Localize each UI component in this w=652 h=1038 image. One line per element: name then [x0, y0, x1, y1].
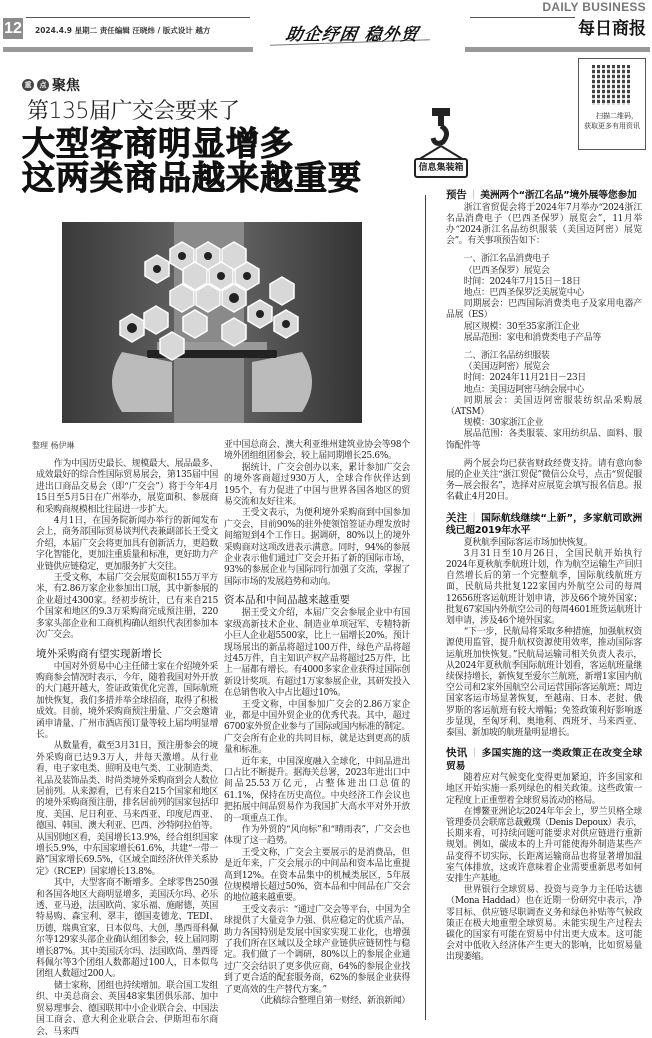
list-item: 时间：2024年7月15日－18日 — [463, 276, 581, 287]
list-item: 二、浙江名品纺织服装 — [463, 350, 550, 361]
paragraph: 据统计，广交会创办以来，累计参加广交会的境外客商超过930万人，全球合作伙伴达到195个，有力促进了中国与世界各国各地区的贸易交流和友好往来。 — [224, 462, 410, 508]
subheading: 资本品和中间品越来越重要 — [224, 594, 350, 607]
paragraph: 王受文表示，为便利境外采购商到中国参加广交会，目前90%的驻外使领馆签证办理发放时间缩短到4个工作日。据调研，80%以上的境外采购商对这项改进表示满意。同时，94%的参展企业表示他们通过广交会开拓了新的国际市场，93%的参展企业与国际同行加强了交流，掌握了国际市场的发展趋势和动向。 — [224, 508, 410, 587]
qr-caption: 扫描二维码，获取更多有用资讯 — [584, 112, 640, 130]
paragraph: 4月1日，在国务院新闻办举行的新闻发布会上，商务部国际贸易谈判代表兼副部长王受文介绍，本届广交会将更加具有创新活力，更趋数字化智能化，更加注重质量和标准，更好助力产业链供应链稳定，更加服务扩大交往。 — [36, 516, 218, 572]
brief-label: 预告 — [446, 189, 467, 201]
paragraph: 亚中国总商会、澳大利亚维州建筑业协会等98个境外团组组团参会，较上届同期增长25.6%。 — [224, 440, 410, 462]
paragraph: 同期展会：巴西国际消费类电子及家用电器产品展（ES） — [446, 299, 642, 321]
list-item: （巴西圣保罗）展览会 — [463, 265, 550, 276]
paragraph: 两个展会均已获省财政经费支持。请有意向参展的企业关注“浙江贸促”微信公众号，点击“贸促服务—展会报名”，选择对应展览会填写报名信息。报名截止4月20日。 — [446, 458, 642, 503]
paragraph: 同期展会：美国迈阿密服装纺织品采购展（ATSM） — [446, 395, 642, 417]
article-column-middle — [224, 440, 410, 1008]
paragraph: 中国对外贸易中心主任储士家在介绍境外采购商参会情况时表示，今年，随着我国对外开放的大门越开越大，签证政策优化完善，国际航班加快恢复，我们多措并举全球招商，取得了积极成效。目前，境外采购商预注册量、广交会邀请函申请量、广州市酒店预订量等较上届均明显增长。 — [36, 661, 218, 740]
paragraph: 王受文称，中国参加广交会的2.86万家企业，都是中国外贸企业的优秀代表。其中，超过6700家外贸企业参与了国际或国内标准的制定。广交会所有企业的共同目标，就是达到更高的质量和标准。 — [224, 699, 410, 756]
brief-title: 美洲两个“浙江名品”境外展等您参加 — [480, 190, 637, 201]
paragraph: 3月31日至10月26日，全国民航开始执行2024年夏秋航季航班计划，作为航空运输生产回归自然增长后的第一个完整航季，国际航线航班方面，民航局共批复122家国内外航空公司的每周12656班客运航班计划申请，涉及66个境外国家；批复67家国内外航空公司的每周4601班货运航班计划申请，涉及46个境外国家。 — [446, 548, 642, 626]
headline-line-2: 这两类商品越来越重要 — [22, 158, 362, 197]
brief-headline — [446, 747, 642, 773]
paragraph: 展品范围：各类服装、家用纺织品、面料、服饰配件等 — [446, 429, 642, 451]
source-note: （此稿综合整理自第一财经、新浪新闻） — [255, 996, 410, 1007]
brand-english: DAILY BUSINESS — [542, 0, 646, 14]
paragraph: “下一步，民航局将采取多种措施，加强航权资源使用监管，提升航权资源使用效率，推动国际客运航班加快恢复。”民航局运输司相关负责人表示，从2024年夏秋航季国际航班计划看，客运航班量继续保持增长，新恢复至爱尔兰航班，新增1家国内航空公司和2家外国航空公司运营国际客运航班；周边国家客运市场显著恢复，至越南、日本、老挝、俄罗斯的客运航班有较大增幅；免签政策利好影响逐步显现，至匈牙利、奥地利、西班牙、马来西亚、泰国、新加坡的航班量明显增长。 — [446, 627, 642, 739]
brief-label: 快讯 — [446, 747, 468, 760]
article-column-left — [36, 459, 218, 1038]
list-item: 展区规模：30至35家浙江企业 — [463, 321, 580, 332]
sidebar-column — [446, 189, 642, 964]
list-item: 时间：2024年11月21日－23日 — [463, 373, 586, 384]
list-item: （美国迈阿密）展览会 — [463, 362, 550, 373]
section-badge: 重 — [22, 79, 34, 91]
list-item: 地点：美国迈阿密马纳会展中心 — [463, 384, 584, 395]
paragraph: 在博鳌亚洲论坛2024年年会上，罗兰贝格全球管理委员会联席总裁戴璞（Denis Depoux）表示，长期来看，可持续问题可能要求对供应链进行重新规划。例如，碳成本的上升可能使海外制造某些产品变得不切实际，长距离运输商品也将显著增加温室气体排放，这或许意味着企业需要重新思考如何安排生产基地。 — [446, 806, 643, 885]
brief-separator: ｜ — [468, 190, 479, 201]
brief-title: 国际航线继续“上新”，多家航司欧洲线已超2019年水平 — [446, 512, 642, 537]
brief-separator: ｜ — [469, 748, 480, 760]
brand-logo: 每日商报 — [578, 19, 646, 39]
brief-title: 多国实施的这一类政策正在改变全球贸易 — [446, 748, 642, 772]
header-rule — [26, 17, 250, 18]
paragraph: 其中，大型客商不断增多。全球零售250强和各国各地区大商明显增多，美国沃尔玛、必乐透、亚马逊，法国欧尚、家乐福、施耐德，英国特易购、森宝利、翠丰，德国麦德龙、TEDI、历德，瑞典宜家，日本似鸟、大创，墨西哥科佩尔等129家头部企业确认组团参会，较上届同期增长87%。其中美国沃尔玛、法国欧尚、墨西哥科佩尔等3个团组人数都超过100人，日本似鸟团组人数超过200人。 — [36, 878, 218, 980]
column-divider — [425, 195, 426, 1020]
page-number: 12 — [4, 20, 22, 37]
paragraph: 浙江省贸促会将于2024年7月举办“2024浙江名品消费电子（巴西圣保罗）展览会”，11月举办“2024浙江名品纺织服装（美国迈阿密）展览会”。有关事项预告如下： — [446, 202, 642, 247]
paragraph: 储士家称，团组也持续增加。联合国工发组织、中美总商会、英国48家集团俱乐部、加中贸易理事会、德国联邦中小企业联合会、中国法国工商会、意大利企业联合会、伊斯坦布尔商会、马来西 — [36, 980, 218, 1037]
headline-kicker: 第135届广交会要来了 — [27, 99, 240, 124]
issue-date-line: 2024.4.9 星期二 责任编辑 汪晓炜 / 版式设计 越方 — [35, 26, 211, 35]
section-label: 聚焦 — [52, 78, 80, 94]
qr-code-box — [578, 58, 646, 150]
businessman-tablet-image — [62, 222, 362, 423]
paragraph: 夏秋航季国际客运市场加快恢复。 — [463, 537, 593, 548]
brief-separator: ｜ — [469, 512, 480, 524]
qr-code-icon[interactable] — [592, 65, 632, 105]
paragraph: 从数量看，截至3月31日，预注册参会的境外采购商已达9.3万人，并每天激增。从行业看，电子家电类、照明及电气类、工业制造类、礼品及装饰品类、时尚类境外采购商到会人数位居前列。从来源看，已有来自215个国家和地区的境外采购商预注册，排名居前列的国家包括印度、美国、尼日利亚、马来西亚、印度尼西亚、德国、韩国、澳大利亚、巴西、沙特阿拉伯等。从国别地区看，美国增长13.9%，经合组织国家增长5.9%，中东国家增长61.6%，共建“一带一路”国家增长69.5%，《区域全面经济伙伴关系协定》（RCEP）国家增长13.8%。 — [36, 741, 218, 877]
sidebar-title: 信息集装箱 — [414, 158, 468, 178]
header-bar — [465, 47, 650, 52]
paragraph: 王受文称，本届广交会展览面积155万平方米，有2.86万家企业参加出口展，其中新参展的企业超过4300家。经初步统计，已有来自215个国家和地区的9.3万采购商完成预注册，220多家头部企业和工商机构确认组织代表团参加本次广交会。 — [36, 573, 218, 641]
section-badge: 点 — [37, 79, 49, 91]
paragraph: 随着应对气候变化变得更加紧迫，许多国家和地区开始实施一系列绿色的相关政策。这些政策一定程度上正重塑着全球贸易流动的格局。 — [446, 773, 642, 806]
list-item: 规模：30家浙江企业 — [463, 418, 544, 429]
paragraph: 王受文称，广交会主要展示的是消费品，但是近年来，广交会展示的中间品和资本品比重提高到12%。在资本品集中的机械类展区，5年展位规模增长超过50%，资本品和中间品在广交会的地位越来越重要。 — [224, 847, 410, 904]
spacer — [446, 452, 642, 459]
brief-label: 关注 — [446, 511, 468, 524]
paragraph: 世界银行全球贸易、投资与竞争力主任哈达德（Mona Haddad）也在近期一份研究中表示，净零目标、供应链尽职调查义务和绿色补贴等气候政策正在极大地重塑全球贸易。未能实现生产过程去碳化的国家有可能在贸易中付出更大成本。这可能会对中低收入经济体产生更大的影响，比如贸易量出现萎缩。 — [446, 885, 642, 963]
paragraph: 作为外贸的“风向标”和“晴雨表”，广交会也体现了这一趋势。 — [224, 825, 410, 847]
paragraph: 王受文表示：“通过广交会等平台，中国为全球提供了大量竞争力强、供应稳定的优质产品，助力各国特别是发展中国家实现工业化，也增强了我们所在区域以及全球产业链供应链韧性与稳定。我们做了一个调研，80%以上的参展企业通过广交会结识了更多供应商，64%的参展企业找到了更合适的配套服务商，62%的参展企业获得了更高效的生产替代方案。” — [224, 904, 410, 995]
headline-line-1: 大型客商明显增多 — [22, 124, 294, 163]
header-rule — [470, 17, 575, 18]
header-bar — [3, 47, 253, 52]
info-container-sign — [412, 108, 470, 182]
paragraph: 作为中国历史最长、规模最大、展品最多、成效最好的综合性国际贸易展会，第135届中国进出口商品交易会（即“广交会”）将于今年4月15日至5月5日在广州举办，展览面积、参展商和采购商规模相比往届进一步扩大。 — [36, 459, 218, 515]
article-photo — [62, 222, 362, 423]
paragraph: 据王受文介绍，本届广交会参展企业中有国家级高新技术企业、制造业单项冠军、专精特新小巨人企业超5500家，比上一届增长20%。预计现场展出的新品将超过100万件，绿色产品将超过45万件，自主知识产权产品将超过25万件，比上一届都有增长。有4000多家企业获得过国际创新设计奖项。有超过1万家参展企业，其研发投入在总销售收入中占比超过10%。 — [224, 608, 410, 699]
column-slogan: 助企纾困 稳外贸 — [284, 25, 420, 45]
section-logo — [22, 75, 80, 95]
brief-headline — [446, 189, 642, 203]
list-item: 展品范围：家电和消费类电子产品等 — [463, 332, 601, 343]
byline: 整理 杨伊琳 — [32, 441, 75, 450]
paragraph: 近年来，中国深度融入全球化，中间品进出口占比不断提升。据海关总署，2023年进出口中间品25.53万亿元，占整体进出口总值的61.1%，保持在历史高位。中央经济工作会议也把拓展中间品贸易作为我国扩大高水平对外开放的一项重点工作。 — [224, 756, 410, 824]
list-item: 一、浙江名品消费电子 — [463, 254, 550, 265]
subheading: 境外采购商有望实现新增长 — [36, 647, 162, 660]
list-item: 地点：巴西圣保罗泛美展览中心 — [463, 287, 584, 298]
brief-headline — [446, 512, 642, 538]
